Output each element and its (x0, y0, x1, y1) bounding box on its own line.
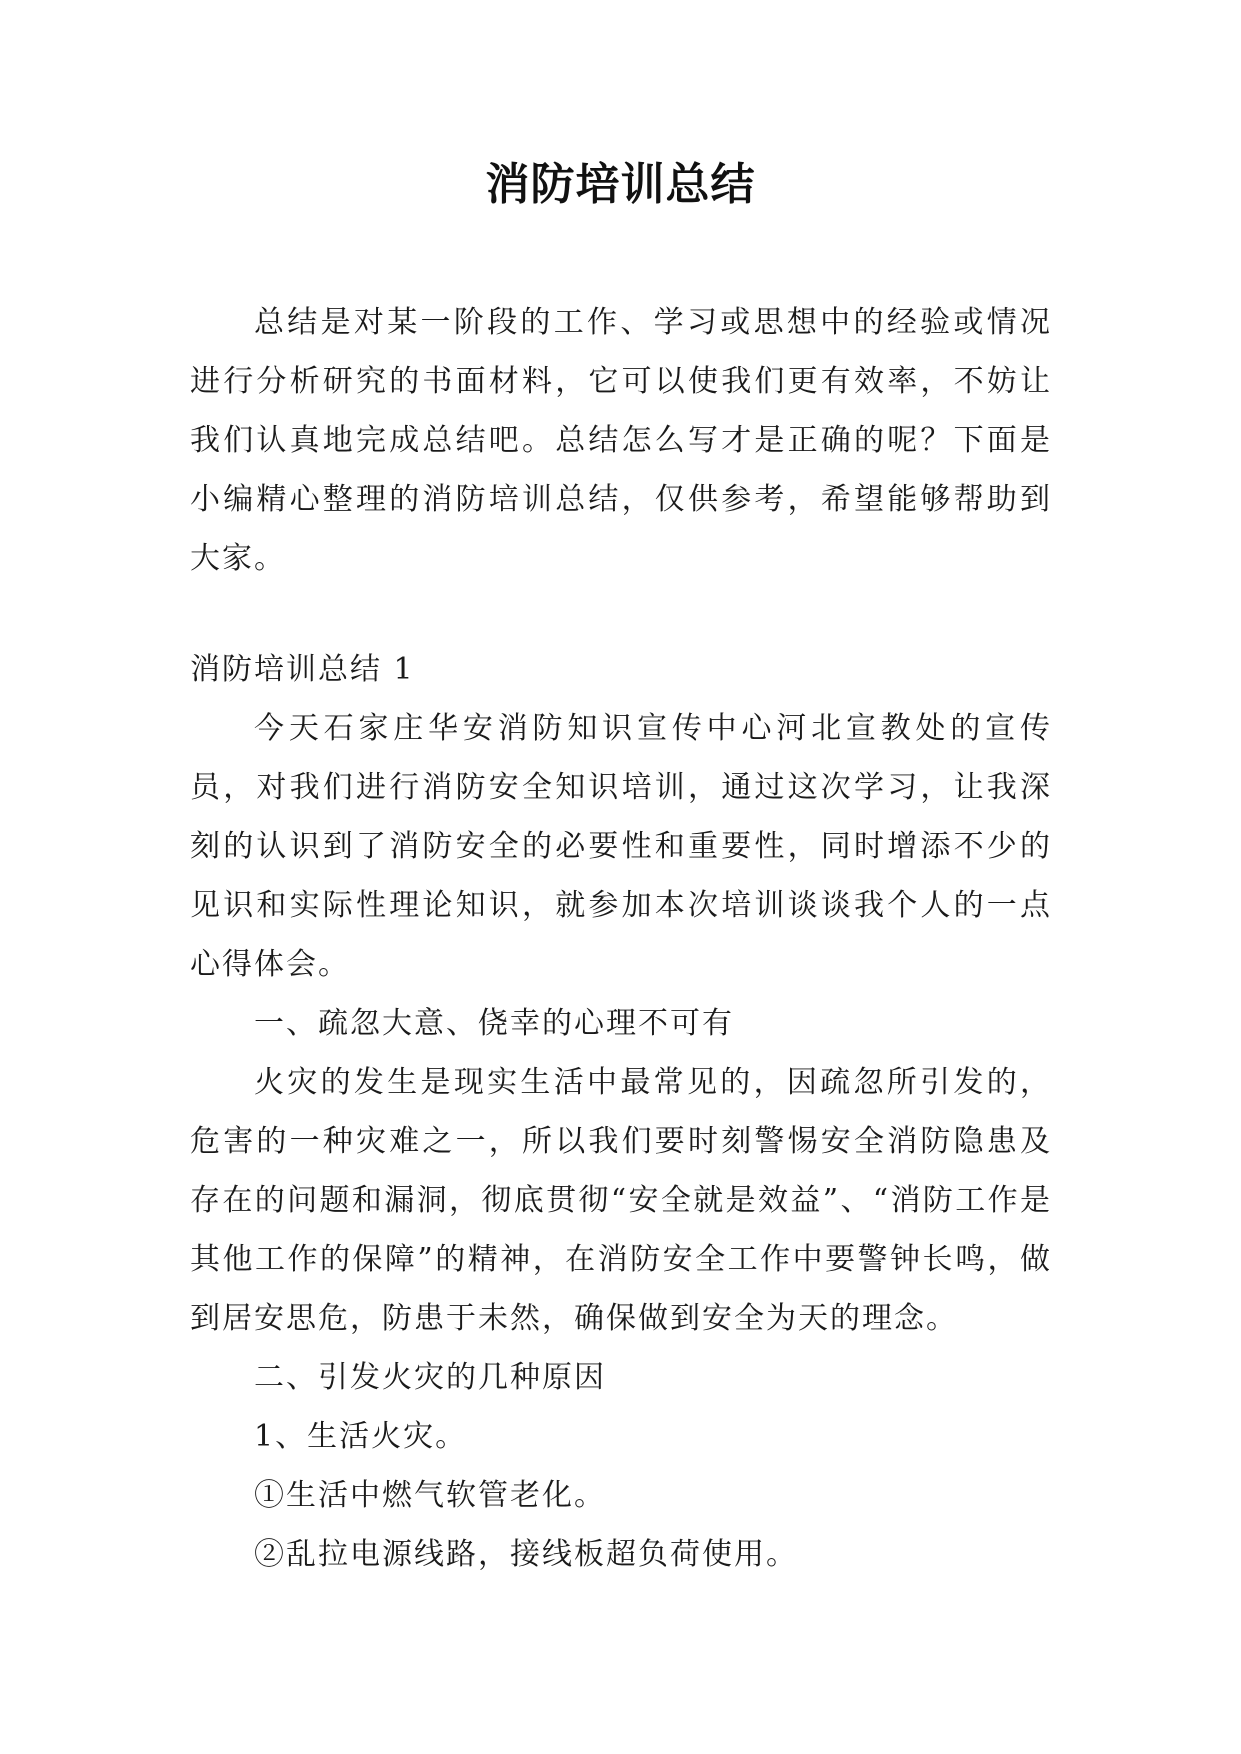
intro-paragraph: 总结是对某一阶段的工作、学习或思想中的经验或情况进行分析研究的书面材料，它可以使我们更有效率，不妨让我们认真地完成总结吧。总结怎么写才是正确的呢？下面是小编精心整理的消防培训总结，仅供参考，希望能够帮助到大家。 (190, 305, 1052, 576)
section-heading: 消防培训总结 1 (190, 652, 415, 687)
list-item-1a: ①生活中燃气软管老化。 (254, 1478, 606, 1513)
document-title: 消防培训总结 (485, 159, 756, 210)
section-paragraph-1: 今天石家庄华安消防知识宣传中心河北宣教处的宣传员，对我们进行消防安全知识培训，通过这次学习，让我深刻的认识到了消防安全的必要性和重要性，同时增添不少的见识和实际性理论知识，就参加本次培训谈谈我个人的一点心得体会。 (190, 711, 1052, 982)
list-item-1b: ②乱拉电源线路，接线板超负荷使用。 (254, 1537, 798, 1572)
section-1 (190, 640, 1052, 1584)
section-point-1: 一、疏忽大意、侥幸的心理不可有 (254, 1006, 734, 1041)
list-item-1: 1、生活火灾。 (254, 1419, 468, 1454)
intro-paragraph-block (190, 293, 1052, 588)
section-paragraph-2: 火灾的发生是现实生活中最常见的，因疏忽所引发的，危害的一种灾难之一，所以我们要时刻警惕安全消防隐患及存在的问题和漏洞，彻底贯彻“安全就是效益”、“消防工作是其他工作的保障”的精神，在消防安全工作中要警钟长鸣，做到居安思危，防患于未然，确保做到安全为天的理念。 (190, 1065, 1052, 1336)
section-point-2: 二、引发火灾的几种原因 (254, 1360, 606, 1395)
